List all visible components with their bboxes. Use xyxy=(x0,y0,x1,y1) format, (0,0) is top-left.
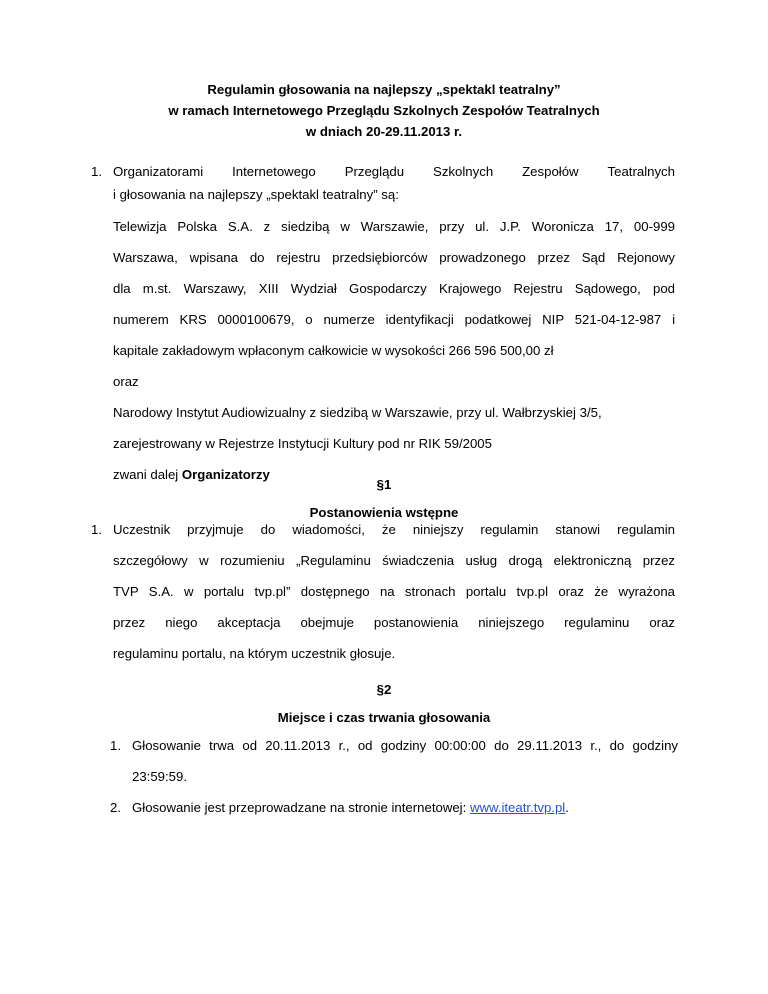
tvp-paragraph xyxy=(113,211,675,366)
s1-line: przez niego akceptacja obejmuje postanowienia niniejszego regulaminu oraz xyxy=(113,615,675,630)
title-line-2: w ramach Internetowego Przeglądu Szkolnych Zespołów Teatralnych xyxy=(168,103,600,118)
organizers-line-2: i głosowania na najlepszy „spektakl teatralny” są: xyxy=(113,187,399,202)
section-1-symbol: §1 xyxy=(376,477,392,492)
organizers-line-1 xyxy=(113,161,675,183)
oraz-text: oraz xyxy=(113,374,139,389)
section-2-item-2 xyxy=(110,792,678,823)
word: Teatralnych xyxy=(607,164,675,179)
word: Przeglądu xyxy=(344,164,405,179)
title-line-3: w dniach 20-29.11.2013 r. xyxy=(305,124,463,139)
tvp-line: numerem KRS 0000100679, o numerze identyfikacji podatkowej NIP 521-04-12-987 i xyxy=(113,312,675,327)
section-2-heading: Miejsce i czas trwania głosowania xyxy=(277,710,491,725)
section-1-item xyxy=(91,514,675,669)
organizers-list xyxy=(91,161,675,490)
organizers-item xyxy=(91,161,675,490)
s2-item2-end: . xyxy=(565,800,569,815)
item-number: 1. xyxy=(91,522,102,537)
tvp-line: Warszawa, wpisana do rejestru przedsiębiorców prowadzonego przez Sąd Rejonowy xyxy=(113,250,675,265)
s2-item1-line-2: 23:59:59. xyxy=(132,769,187,784)
section-2-symbol: §2 xyxy=(376,682,392,697)
iteatr-link[interactable]: www.iteatr.tvp.pl xyxy=(469,800,566,815)
section-1-heading: Postanowienia wstępne xyxy=(309,505,459,520)
item-number: 2. xyxy=(110,800,121,815)
s2-item2-line xyxy=(132,792,678,823)
word: Zespołów xyxy=(522,164,579,179)
section-2-item-1 xyxy=(110,730,678,792)
document-title xyxy=(0,79,768,142)
tvp-line-last: kapitale zakładowym wpłaconym całkowicie w wysokości 266 596 500,00 zł xyxy=(113,343,554,358)
called-prefix: zwani dalej xyxy=(113,467,179,482)
s1-line: TVP S.A. w portalu tvp.pl” dostępnego na stronach portalu tvp.pl oraz że wyrażona xyxy=(113,584,675,599)
title-line-1: Regulamin głosowania na najlepszy „spektakl teatralny” xyxy=(207,82,561,97)
s1-line: Uczestnik przyjmuje do wiadomości, że niniejszy regulamin stanowi regulamin xyxy=(113,522,675,537)
called-bold: Organizatorzy xyxy=(181,467,270,482)
tvp-line: Telewizja Polska S.A. z siedzibą w Warszawie, przy ul. J.P. Woronicza 17, 00-999 xyxy=(113,219,675,234)
s2-item1-line-1: Głosowanie trwa od 20.11.2013 r., od godziny 00:00:00 do 29.11.2013 r., do godziny xyxy=(132,738,678,753)
s2-item2-text: Głosowanie jest przeprowadzane na stronie internetowej: xyxy=(132,800,467,815)
section-1-list xyxy=(91,514,675,669)
s1-line: szczegółowy w rozumieniu „Regulaminu świadczenia usług drogą elektroniczną przez xyxy=(113,553,675,568)
word: Internetowego xyxy=(232,164,316,179)
s1-line-last: regulaminu portalu, na którym uczestnik głosuje. xyxy=(113,646,396,661)
item-number: 1. xyxy=(110,738,121,753)
tvp-line: dla m.st. Warszawy, XIII Wydział Gospodarczy Krajowego Rejestru Sądowego, pod xyxy=(113,281,675,296)
word: Organizatorami xyxy=(113,164,204,179)
section-2-list xyxy=(110,730,678,823)
nina-line-1: Narodowy Instytut Audiowizualny z siedzibą w Warszawie, przy ul. Wałbrzyskiej 3/5, xyxy=(113,405,602,420)
word: Szkolnych xyxy=(433,164,494,179)
nina-line-2: zarejestrowany w Rejestrze Instytucji Kultury pod nr RIK 59/2005 xyxy=(113,436,492,451)
item-number: 1. xyxy=(91,164,102,179)
